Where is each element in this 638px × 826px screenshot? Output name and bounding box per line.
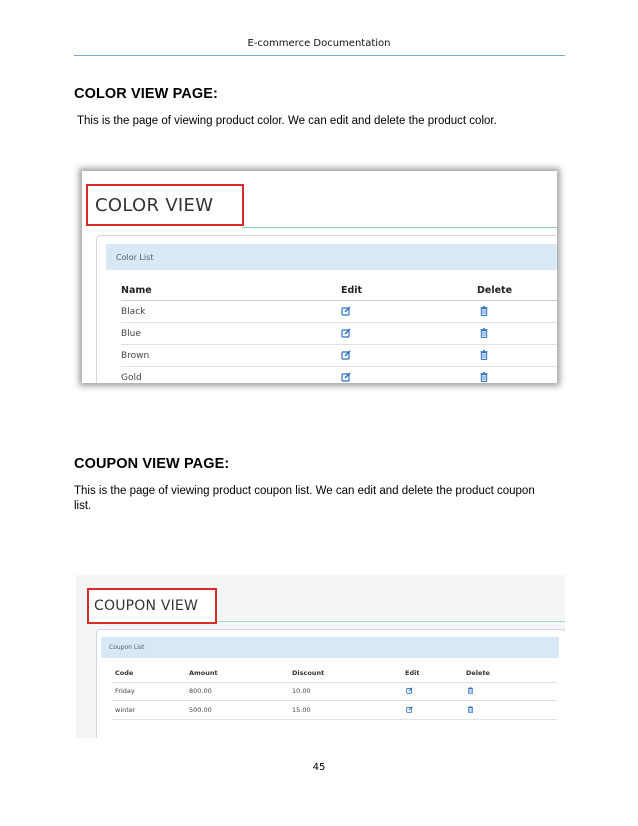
column-header-delete: Delete bbox=[477, 285, 513, 296]
trash-icon[interactable] bbox=[479, 306, 489, 316]
column-header-edit: Edit bbox=[405, 669, 420, 677]
coupon-list-panel bbox=[96, 629, 565, 738]
table-row bbox=[121, 323, 557, 345]
color-list-panel bbox=[96, 235, 557, 383]
edit-icon[interactable] bbox=[341, 306, 351, 316]
table-row bbox=[121, 301, 557, 323]
trash-icon[interactable] bbox=[467, 687, 474, 694]
trash-icon[interactable] bbox=[479, 350, 489, 360]
coupon-section-description: This is the page of viewing product coupon list. We can edit and delete the product coupon list. bbox=[74, 485, 535, 512]
title-underline bbox=[217, 621, 565, 622]
edit-icon[interactable] bbox=[341, 328, 351, 338]
color-name: Brown bbox=[121, 351, 150, 361]
color-table-header bbox=[121, 279, 557, 301]
coupon-view-screenshot bbox=[76, 575, 565, 738]
coupon-discount: 15.00 bbox=[292, 706, 311, 714]
color-name: Blue bbox=[121, 329, 141, 339]
column-header-edit: Edit bbox=[341, 285, 363, 296]
column-header-code: Code bbox=[115, 669, 134, 677]
trash-icon[interactable] bbox=[467, 706, 474, 713]
color-view-title-box bbox=[86, 184, 244, 226]
title-underline bbox=[242, 227, 557, 228]
trash-icon[interactable] bbox=[479, 372, 489, 382]
color-view-screenshot bbox=[82, 171, 557, 383]
document-header: E-commerce Documentation bbox=[247, 38, 391, 49]
color-view-title: COLOR VIEW bbox=[95, 195, 214, 216]
edit-icon[interactable] bbox=[341, 372, 351, 382]
table-row bbox=[121, 345, 557, 367]
coupon-amount: 500.00 bbox=[189, 706, 212, 714]
color-list-header bbox=[106, 244, 557, 270]
coupon-view-title-box bbox=[87, 588, 217, 624]
table-row bbox=[121, 367, 557, 383]
coupon-view-title: COUPON VIEW bbox=[94, 598, 199, 614]
coupon-section-heading: COUPON VIEW PAGE: bbox=[74, 456, 230, 472]
edit-icon[interactable] bbox=[341, 350, 351, 360]
edit-icon[interactable] bbox=[406, 687, 413, 694]
coupon-discount: 10.00 bbox=[292, 687, 311, 695]
coupon-code: Friday bbox=[115, 687, 135, 695]
coupon-amount: 800.00 bbox=[189, 687, 212, 695]
trash-icon[interactable] bbox=[479, 328, 489, 338]
header-divider bbox=[74, 55, 565, 56]
color-name: Gold bbox=[121, 373, 142, 383]
color-list-title: Color List bbox=[116, 253, 154, 262]
coupon-list-header bbox=[101, 637, 559, 658]
coupon-list-title: Coupon List bbox=[109, 644, 145, 651]
table-row bbox=[112, 702, 557, 720]
coupon-table-header bbox=[112, 665, 557, 683]
coupon-code: winter bbox=[115, 706, 136, 714]
column-header-delete: Delete bbox=[466, 669, 490, 677]
color-section-heading: COLOR VIEW PAGE: bbox=[74, 86, 218, 102]
color-section-description: This is the page of viewing product color. We can edit and delete the product color. bbox=[77, 115, 497, 127]
color-name: Black bbox=[121, 307, 146, 317]
column-header-amount: Amount bbox=[189, 669, 218, 677]
column-header-name: Name bbox=[121, 285, 152, 296]
column-header-discount: Discount bbox=[292, 669, 325, 677]
edit-icon[interactable] bbox=[406, 706, 413, 713]
table-row bbox=[112, 683, 557, 701]
page-number: 45 bbox=[312, 762, 326, 773]
